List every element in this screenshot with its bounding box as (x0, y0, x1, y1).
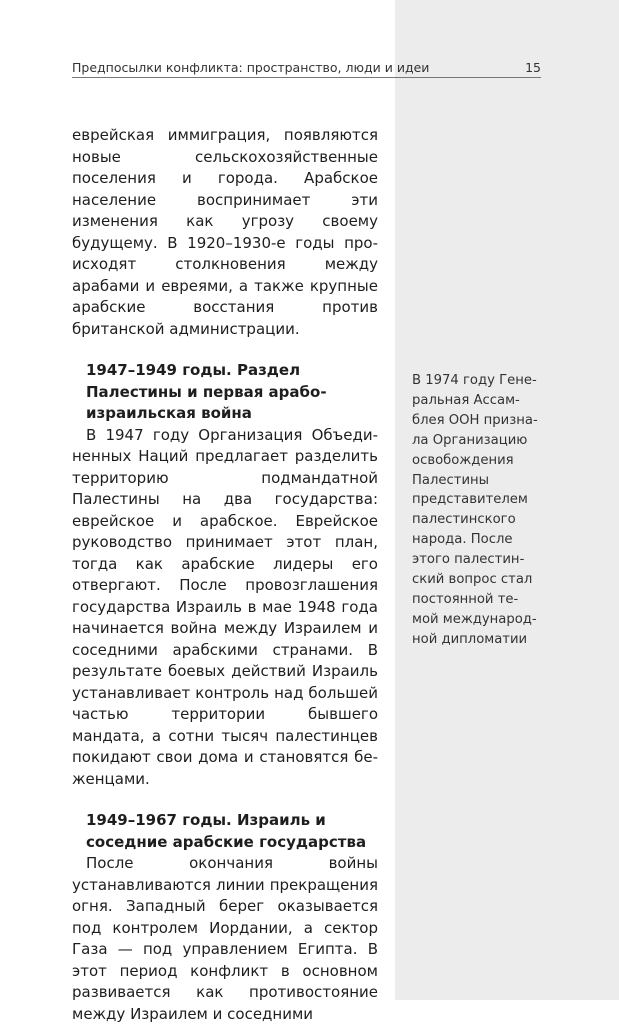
main-text-column (72, 125, 378, 1025)
section-heading-partition: 1947–1949 годы. Раздел Палестины и первая арабо-израильская война (86, 361, 327, 422)
section-body-partition: В 1947 году Организация Объединенных Наций предлагает разделить территорию подмандатной Палестины на два государства: еврейское и арабское. Еврейское руководство принимает этот план, тогда как арабские лидеры его отвергают. После провозглашения государства Израиль в мае 1948 года начинается война между Израилем и соседними арабскими странами. В результате боевых действий Израиль устанавливает контроль над большей частью территории бывшего мандата, а сотни тысяч палестинцев покидают свои дома и становятся беженцами. (72, 425, 378, 788)
running-title: Предпосылки конфликта: пространство, люди и идеи (72, 60, 430, 75)
section-body-neighbors: После окончания войны устанавливаются линии прекращения огня. Западный берег оказывается под контролем Иордании, а сектор Газа — под управлением Египта. В этот период конфликт в основном развивается как противостояние между Израилем и соседними (72, 854, 378, 1023)
page-number: 15 (525, 60, 541, 75)
sidenote-text: В 1974 году Генеральная Ассамблея ООН признала Организацию освобождения Палестины представителем палестинского народа. После этого палестинский вопрос стал постоянной темой международной дипломатии (412, 373, 538, 647)
sidenote (412, 371, 540, 650)
intro-paragraph: еврейская иммиграция, появляются новые сельскохозяйственные поселения и города. Арабское население воспринимает эти изменения как угрозу своему будущему. В 1920–1930-е годы происходят столкновения между арабами и евреями, а также крупные арабские восстания против британской администрации. (72, 126, 378, 338)
section-heading-neighbors: 1949–1967 годы. Израиль и соседние арабские государства (86, 811, 367, 851)
header-rule (72, 77, 541, 78)
